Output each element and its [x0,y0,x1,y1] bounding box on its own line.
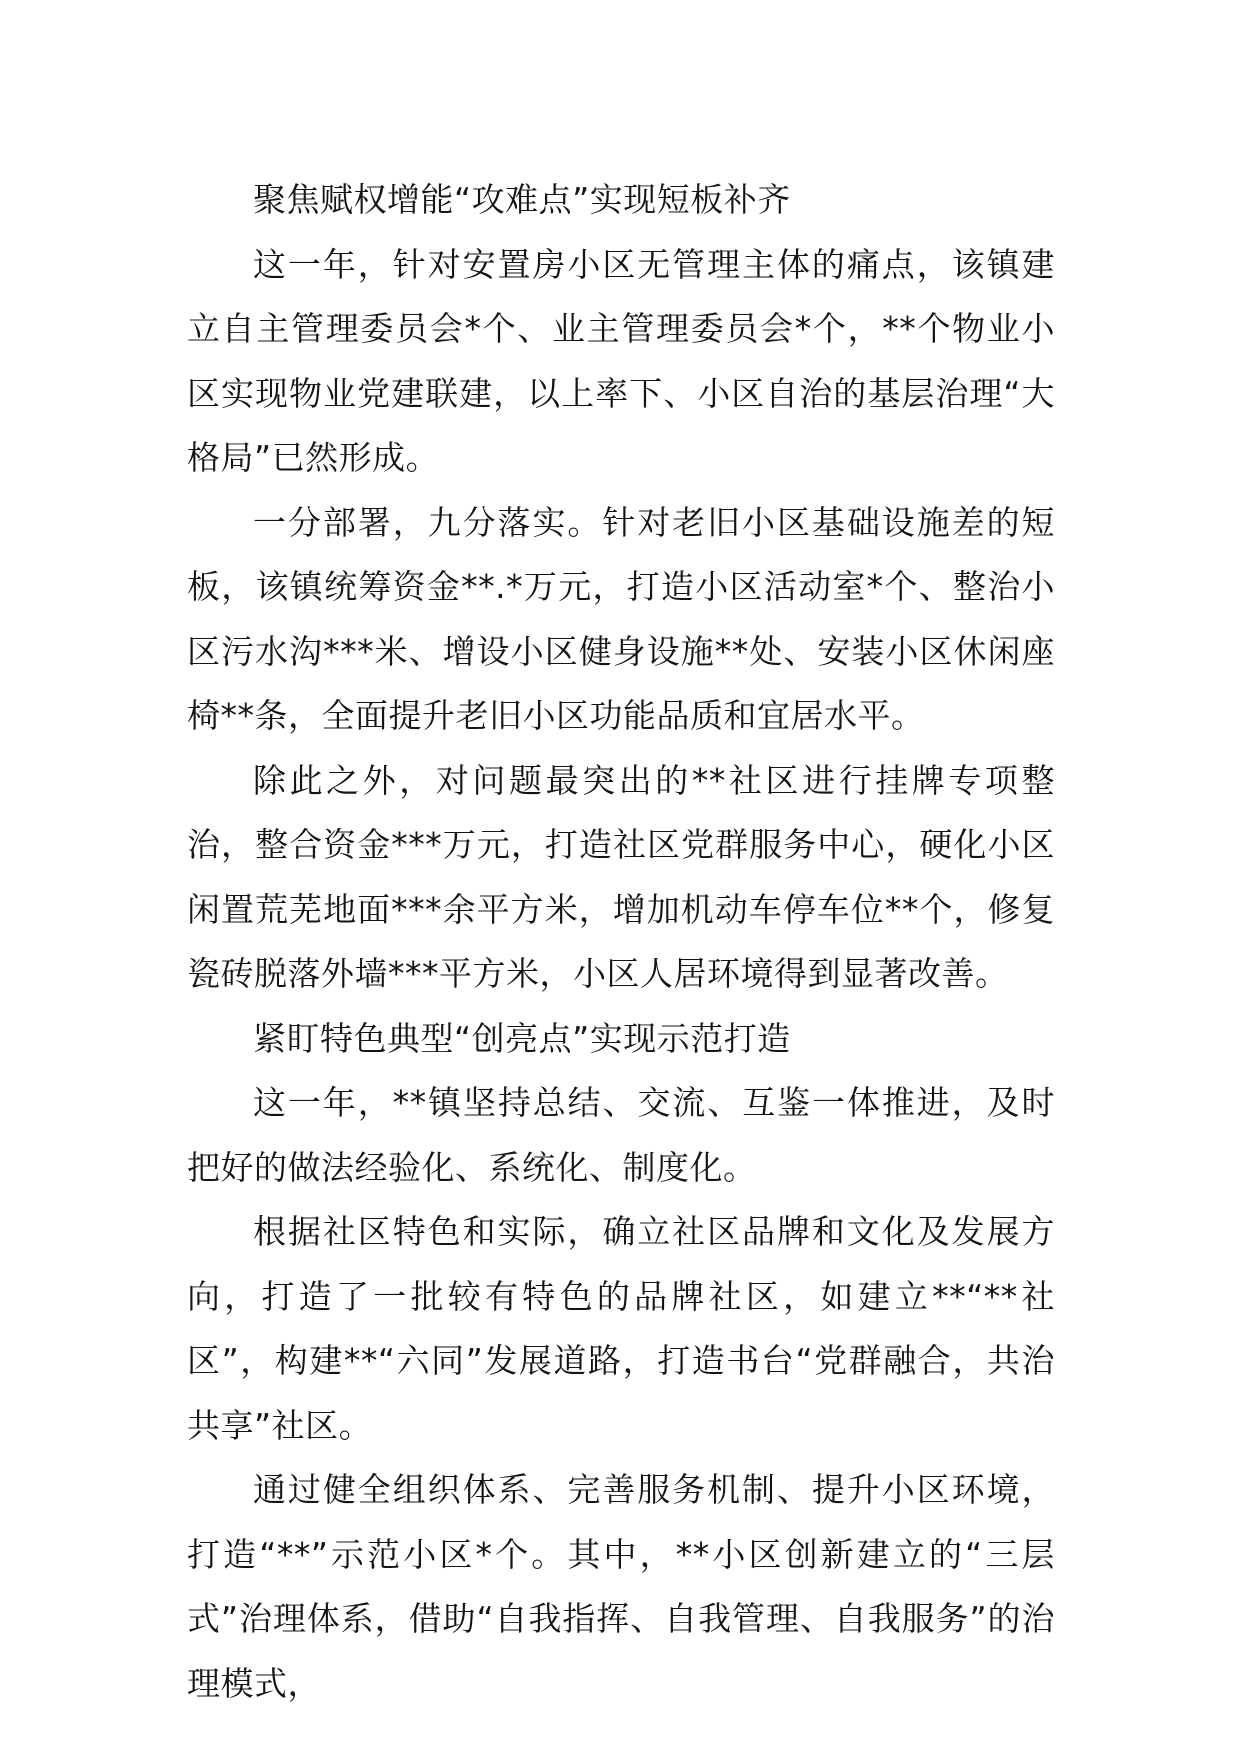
body-paragraph: 这一年，针对安置房小区无管理主体的痛点，该镇建立自主管理委员会*个、业主管理委员会*个，**个物业小区实现物业党建联建，以上率下、小区自治的基层治理“大格局”已然形成。 [187,244,1055,477]
body-paragraph: 根据社区特色和实际，确立社区品牌和文化及发展方向，打造了一批较有特色的品牌社区，如建立**“**社区”，构建**“六同”发展道路，打造书台“党群融合，共治共享”社区。 [187,1212,1055,1445]
body-paragraph: 一分部署，九分落实。针对老旧小区基础设施差的短板，该镇统筹资金**.*万元，打造小区活动室*个、整治小区污水沟***米、增设小区健身设施**处、安装小区休闲座椅**条，全面提升老旧小区功能品质和宜居水平。 [187,502,1055,735]
document-body [187,168,1055,1716]
body-paragraph: 这一年，**镇坚持总结、交流、互鉴一体推进，及时把好的做法经验化、系统化、制度化。 [187,1083,1055,1187]
body-paragraph: 通过健全组织体系、完善服务机制、提升小区环境，打造“**”示范小区*个。其中，**小区创新建立的“三层式”治理体系，借助“自我指挥、自我管理、自我服务”的治理模式， [187,1470,1055,1703]
section-heading: 聚焦赋权增能“攻难点”实现短板补齐 [253,180,791,219]
body-paragraph: 除此之外，对问题最突出的**社区进行挂牌专项整治，整合资金***万元，打造社区党群服务中心，硬化小区闲置荒芜地面***余平方米，增加机动车停车位**个，修复瓷砖脱落外墙***平方米，小区人居环境得到显著改善。 [187,760,1055,993]
section-heading: 紧盯特色典型“创亮点”实现示范打造 [253,1018,791,1058]
